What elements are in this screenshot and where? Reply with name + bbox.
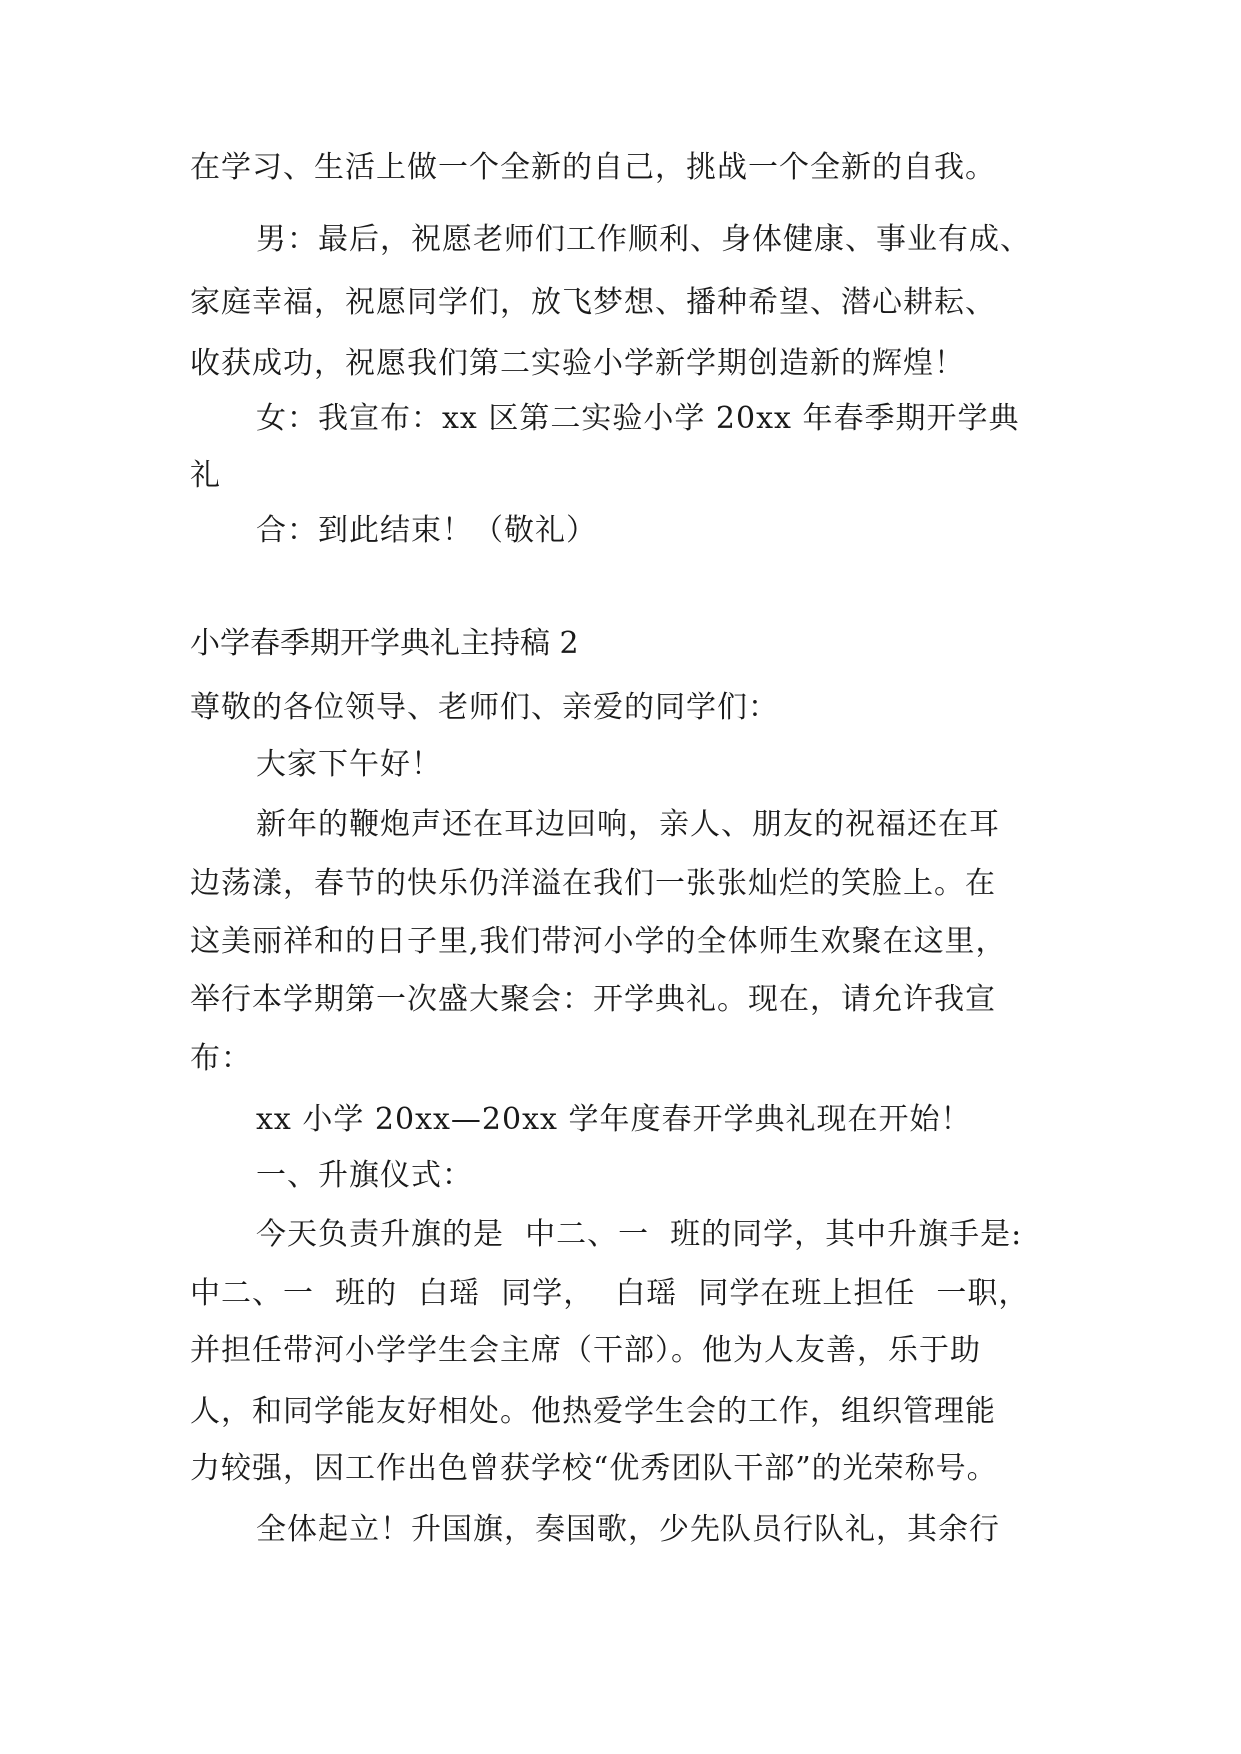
text-line-4: 收获成功，祝愿我们第二实验小学新学期创造新的辉煌！ [190,346,965,381]
text-line-17: 一、升旗仪式： [256,1158,473,1193]
section-heading: 小学春季期开学典礼主持稿 2 [190,626,579,661]
text-line-12: 边荡漾，春节的快乐仍洋溢在我们一张张灿烂的笑脸上。在 [190,866,996,901]
greeting-line: 大家下午好！ [256,747,442,782]
text-line-22: 力较强，因工作出色曾获学校“优秀团队干部”的光荣称号。 [190,1451,998,1486]
text-line-11: 新年的鞭炮声还在耳边回响，亲人、朋友的祝福还在耳 [256,807,1000,842]
text-line-1: 在学习、生活上做一个全新的自己，挑战一个全新的自我。 [190,150,996,185]
text-line-5: 女：我宣布：xx 区第二实验小学 20xx 年春季期开学典 [256,401,1020,436]
text-line-3: 家庭幸福，祝愿同学们，放飞梦想、播种希望、潜心耕耘、 [190,285,996,320]
text-line-7: 合：到此结束！（敬礼） [256,513,597,548]
text-line-15: 布： [190,1041,252,1076]
text-line-16: xx 小学 20xx—20xx 学年度春开学典礼现在开始！ [256,1102,972,1137]
text-line-21: 人，和同学能友好相处。他热爱学生会的工作，组织管理能 [190,1394,996,1429]
salutation-line: 尊敬的各位领导、老师们、亲爱的同学们： [190,690,779,725]
text-line-13: 这美丽祥和的日子里,我们带河小学的全体师生欢聚在这里， [190,924,1007,959]
text-line-20: 并担任带河小学学生会主席（干部）。他为人友善，乐于助 [190,1333,981,1368]
text-line-6: 礼 [190,458,221,493]
text-line-2: 男：最后，祝愿老师们工作顺利、身体健康、事业有成、 [256,222,1031,257]
text-line-18: 今天负责升旗的是 中二、一 班的同学，其中升旗手是: [256,1217,1023,1252]
text-line-19: 中二、一 班的 白瑶 同学， 白瑶 同学在班上担任 一职， [190,1276,1030,1311]
text-line-23: 全体起立！升国旗，奏国歌，少先队员行队礼，其余行 [256,1512,1000,1547]
text-line-14: 举行本学期第一次盛大聚会：开学典礼。现在，请允许我宣 [190,982,996,1017]
